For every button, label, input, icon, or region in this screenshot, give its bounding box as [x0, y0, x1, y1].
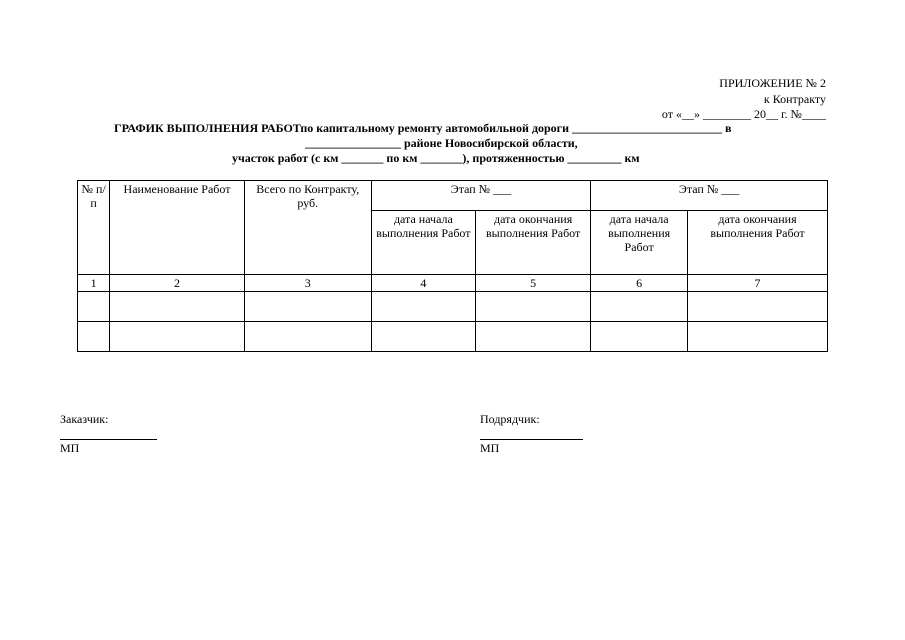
column-number: 6 — [591, 275, 688, 292]
header-stage-2-end: дата окончания выполнения Работ — [688, 211, 828, 275]
document-title: ГРАФИК ВЫПОЛНЕНИЯ РАБОТпо капитальному ремонту автомобильной дороги _________________________ в — [114, 121, 732, 135]
empty-cell — [110, 292, 244, 322]
contractor-stamp: МП — [480, 441, 500, 455]
empty-cell — [244, 322, 371, 352]
header-stage-2-start: дата начала выполнения Работ — [591, 211, 688, 275]
empty-cell — [688, 292, 828, 322]
column-number: 5 — [476, 275, 591, 292]
document-title-region: ________________ районе Новосибирской области, — [305, 136, 578, 150]
header-stage-2: Этап № ___ — [591, 181, 828, 211]
header-stage-1: Этап № ___ — [371, 181, 591, 211]
column-number: 4 — [371, 275, 475, 292]
document-title-section: участок работ (с км _______ по км _______), протяженностью _________ км — [232, 151, 640, 165]
table-row — [78, 292, 828, 322]
empty-cell — [110, 322, 244, 352]
table-row — [78, 322, 828, 352]
empty-cell — [476, 292, 591, 322]
empty-cell — [371, 322, 475, 352]
empty-cell — [78, 322, 110, 352]
column-number: 1 — [78, 275, 110, 292]
empty-cell — [78, 292, 110, 322]
customer-stamp: МП — [60, 441, 80, 455]
empty-cell — [244, 292, 371, 322]
annex-number: ПРИЛОЖЕНИЕ № 2 — [719, 76, 826, 90]
header-stage-1-end: дата окончания выполнения Работ — [476, 211, 591, 275]
empty-cell — [688, 322, 828, 352]
column-number: 7 — [688, 275, 828, 292]
empty-cell — [591, 292, 688, 322]
header-total: Всего по Контракту, руб. — [244, 181, 371, 275]
annex-contract-date: от «__» ________ 20__ г. №____ — [661, 107, 826, 121]
contractor-signature-line — [480, 439, 583, 440]
column-number: 3 — [244, 275, 371, 292]
empty-cell — [371, 292, 475, 322]
table-header-row — [78, 181, 828, 211]
contractor-label: Подрядчик: — [480, 412, 540, 426]
header-stage-1-start: дата начала выполнения Работ — [371, 211, 475, 275]
schedule-table — [77, 180, 828, 352]
customer-signature-line — [60, 439, 157, 440]
column-number-row — [78, 275, 828, 292]
column-number: 2 — [110, 275, 244, 292]
empty-cell — [476, 322, 591, 352]
header-work-name: Наименование Работ — [110, 181, 244, 275]
customer-label: Заказчик: — [60, 412, 109, 426]
annex-contract-ref: к Контракту — [763, 92, 826, 106]
header-num: № п/п — [78, 181, 110, 275]
empty-cell — [591, 322, 688, 352]
